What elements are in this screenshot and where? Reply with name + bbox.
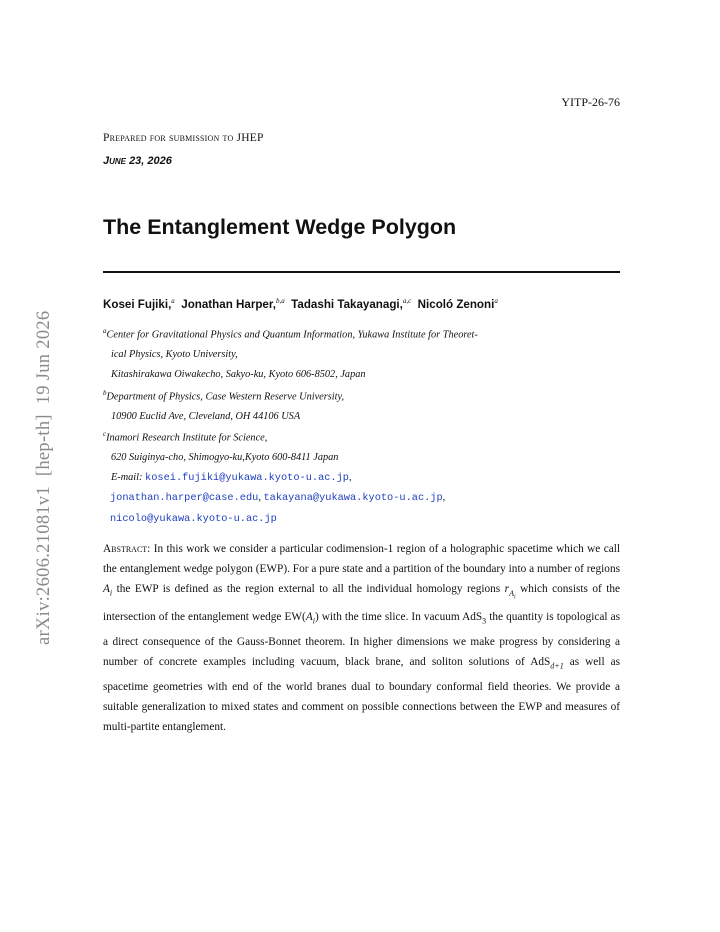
email-label: E-mail: [111, 471, 143, 483]
paper-title: The Entanglement Wedge Polygon [103, 215, 457, 239]
math-symbol: A [103, 583, 110, 596]
affil-mark: c [103, 430, 107, 438]
arxiv-sidebar-id: arXiv:2606.21081v1 [hep-th] 19 Jun 2026 [34, 310, 54, 645]
affil-line: 620 Suiginya-cho, Shimogyo-ku,Kyoto 600-8411 Japan [111, 452, 339, 464]
abstract-text: as well as spacetime geometries with end of the world branes dual to boundary conformal field theories. We provide a suitable generalization to mixed states and comment on possible connections between the EWP and measures of multi-partite entanglement. [103, 656, 620, 733]
title-rule [103, 271, 620, 273]
email-block: jonathan.harper@case.edu, takayana@yukawa.kyoto-u.ac.jp, [110, 492, 446, 505]
math-subscript: 3 [482, 616, 487, 626]
email-block [103, 509, 445, 530]
affiliation-c [103, 425, 445, 529]
math-subscript: i [312, 616, 315, 626]
affil-line: ical Physics, Kyoto University, [111, 349, 238, 361]
author-affil-mark: a [171, 297, 175, 305]
abstract [103, 539, 620, 737]
abstract-text: the quantity is topological as a direct consequence of the Gauss-Bonnet theorem. In higher dimensions we make progress by considering a number of concrete examples including vacuum, black brane, and soliton solutions of AdS [103, 611, 620, 669]
date: June 23, 2026 [103, 155, 172, 167]
author-name: Nicoló Zenoni [417, 297, 495, 311]
affiliation-a [103, 322, 478, 384]
math-subscript: d+1 [550, 661, 564, 671]
affil-line: Inamori Research Institute for Science, [106, 432, 268, 444]
affiliation-b [103, 384, 344, 427]
author-affil-mark: a [494, 297, 498, 305]
author-name: Jonathan Harper, [181, 297, 276, 311]
abstract-text: In this work we consider a particular codimension-1 region of a holographic spacetime which we call the entanglement wedge polygon (EWP). For a pure state and a partition of the boundary into a number of regions [103, 543, 621, 576]
math-symbol: A [305, 611, 313, 624]
author-list [103, 297, 498, 311]
email-link[interactable]: nicolo@yukawa.kyoto-u.ac.jp [110, 512, 277, 525]
author-name: Tadashi Takayanagi, [291, 297, 403, 311]
abstract-text: the EWP is defined as the region external to all the individual homology regions [112, 583, 505, 596]
affil-line: Department of Physics, Case Western Reserve University, [106, 391, 345, 403]
abstract-text: which consists of the intersection of the entanglement wedge EW( [103, 583, 620, 624]
email-link[interactable]: kosei.fujiki@yukawa.kyoto-u.ac.jp [145, 471, 349, 484]
math-symbol: r [504, 583, 510, 596]
abstract-text: ) with the time slice. In vacuum AdS [314, 611, 483, 624]
email-link[interactable]: jonathan.harper@case.edu [110, 492, 259, 505]
email-link[interactable]: takayana@yukawa.kyoto-u.ac.jp [263, 492, 443, 505]
affil-mark: b [103, 389, 107, 397]
math-subscript: i [109, 588, 113, 598]
submission-note: Prepared for submission to JHEP [103, 132, 264, 144]
author-affil-mark: a,c [402, 297, 412, 305]
author-affil-mark: b,a [275, 297, 285, 305]
math-subscript: Ai [509, 588, 516, 601]
email-block: E-mail: kosei.fujiki@yukawa.kyoto-u.ac.jp, [111, 471, 352, 484]
affil-line: Kitashirakawa Oiwakecho, Sakyo-ku, Kyoto 606-8502, Japan [111, 368, 366, 380]
author-name: Kosei Fujiki, [103, 297, 172, 311]
affil-mark: a [103, 327, 107, 335]
affil-line: Center for Gravitational Physics and Quantum Information, Yukawa Institute for Theoret- [106, 329, 478, 341]
report-number: YITP-26-76 [561, 95, 620, 109]
affil-line: 10900 Euclid Ave, Cleveland, OH 44106 USA [111, 411, 301, 423]
abstract-label: Abstract: [103, 543, 151, 555]
